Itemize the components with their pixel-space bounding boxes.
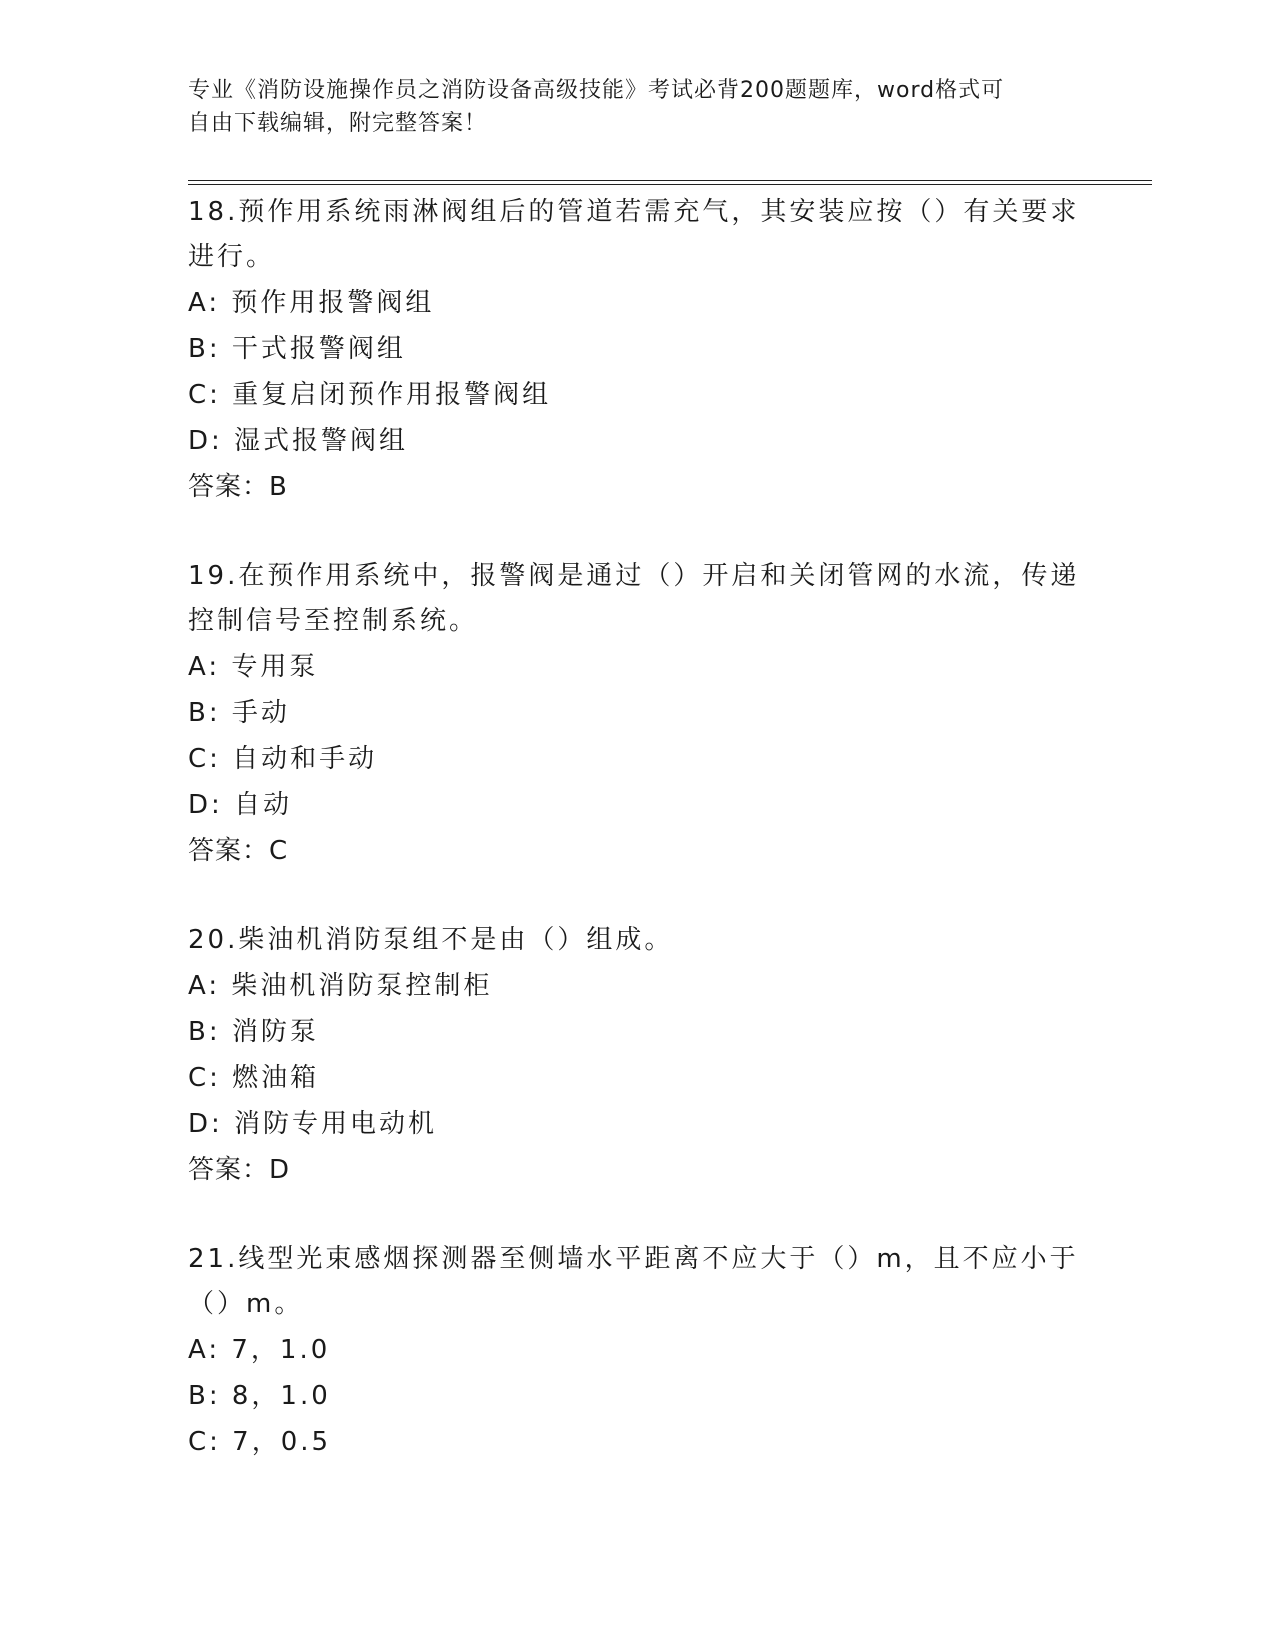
document-header <box>188 74 1088 140</box>
answer: 答案：B <box>188 472 288 502</box>
option-b: B: 干式报警阀组 <box>188 334 406 364</box>
option-b: B: 手动 <box>188 698 290 728</box>
option-a: A: 7，1.0 <box>188 1335 331 1365</box>
option-a: A: 专用泵 <box>188 652 319 682</box>
answer: 答案：C <box>188 836 289 866</box>
question-21 <box>188 1237 1088 1465</box>
question-stem: 18.预作用系统雨淋阀组后的管道若需充气，其安装应按（）有关要求 进行。 <box>188 197 1080 272</box>
question-20 <box>188 918 1088 1193</box>
question-list <box>188 190 1088 1509</box>
option-a: A: 预作用报警阀组 <box>188 288 435 318</box>
option-c: C: 7，0.5 <box>188 1427 332 1457</box>
question-stem: 20.柴油机消防泵组不是由（）组成。 <box>188 925 674 955</box>
option-c: C: 燃油箱 <box>188 1063 320 1093</box>
question-19 <box>188 554 1088 874</box>
question-stem: 19.在预作用系统中，报警阀是通过（）开启和关闭管网的水流，传递 控制信号至控制系统。 <box>188 561 1080 636</box>
option-a: A: 柴油机消防泵控制柜 <box>188 971 493 1001</box>
option-c: C: 自动和手动 <box>188 744 378 774</box>
question-stem: 21.线型光束感烟探测器至侧墙水平距离不应大于（）m，且不应小于 （）m。 <box>188 1244 1079 1319</box>
option-d: D: 湿式报警阀组 <box>188 426 409 456</box>
option-b: B: 8，1.0 <box>188 1381 331 1411</box>
header-divider-top <box>188 180 1152 181</box>
header-line-2: 自由下载编辑，附完整答案！ <box>188 111 488 136</box>
option-d: D: 自动 <box>188 790 293 820</box>
header-divider-bottom <box>188 184 1152 185</box>
option-b: B: 消防泵 <box>188 1017 319 1047</box>
answer: 答案：D <box>188 1155 291 1185</box>
option-c: C: 重复启闭预作用报警阀组 <box>188 380 552 410</box>
header-line-1: 专业《消防设施操作员之消防设备高级技能》考试必背200题题库，word格式可 <box>188 78 1005 103</box>
option-d: D: 消防专用电动机 <box>188 1109 438 1139</box>
question-18 <box>188 190 1088 510</box>
